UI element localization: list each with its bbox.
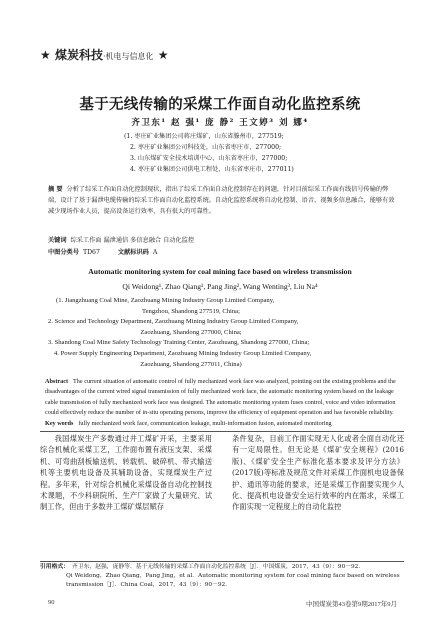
affiliation-cn-3: 3. 山东煤矿安全技术培训中心，山东省枣庄市，277000;	[130, 155, 288, 162]
keywords-en-label: Key words	[45, 420, 74, 427]
abstract-cn-label: 摘 要	[48, 186, 63, 193]
doc-code-label: 文献标识码	[117, 249, 149, 256]
authors-en: Qi Weidong¹, Zhao Qiang¹, Pang Jing², Wang Wenting³, Liu Na⁴	[122, 282, 318, 291]
article-title-en: Automatic monitoring system for coal mining face based on wireless transmission	[88, 267, 352, 276]
affiliation-en-line: Zaozhuang, Shandong 277000, China;	[140, 328, 242, 336]
star-icon: ★	[40, 48, 51, 62]
footnote-divider	[40, 561, 404, 562]
keywords-cn	[48, 235, 400, 246]
abstract-cn-text: 分析了综采工作面自动化控制现状，指出了综采工作面自动化控制存在的问题，针对目前综采工作面有线信号传输的弊端，设计了基于漏泄电缆传输的综采工作面自动化监控系统。自动化监控系统将自动化控制、语音、视频多信息融合，能够有效减少现场作业人员，提高设备运行效率，具有很大的可靠性。	[48, 186, 395, 215]
affiliation-en-line: 2. Science and Technology Department, Zaozhuang Mining Industry Group Limited Company,	[48, 318, 299, 326]
affiliations-en	[48, 296, 396, 370]
classification-line	[48, 247, 400, 258]
page-number: 90	[48, 599, 55, 606]
affiliation-cn-1: (1. 枣庄矿业集团公司蒋庄煤矿，山东省滕州市，277519;	[124, 133, 284, 140]
journal-header	[40, 46, 168, 63]
citation-cn: 齐卫东，赵强，庞静等．基于无线传输的采煤工作面自动化监控系统［J］．中国煤炭，2017，43（9）：90－92．	[72, 564, 365, 570]
classification-value: TD67	[82, 249, 100, 256]
affiliation-en-line: 4. Power Supply Engineering Department, Zaozhuang Mining Industry Group Limited Company,	[54, 349, 312, 357]
journal-subsection: ·机电与信息化	[102, 52, 154, 61]
keywords-cn-label: 关键词	[48, 237, 67, 244]
affiliation-en-line: Zaozhuang, Shandong 277011, China)	[140, 360, 242, 368]
abstract-cn	[48, 184, 400, 217]
keywords-cn-text: 综采工作面 漏泄通信 多信息融合 自动化监控	[70, 237, 195, 244]
affiliation-cn-4: 4. 枣庄矿业集团公司供电工程处，山东省枣庄市，277011)	[130, 166, 294, 173]
abstract-en-text: The current situation of automatic control of fully mechanized work face was analyzed, pointing out the existing problems and the disadvantages of the current wired signal transmission of fully mechanized work face, the automatic monitoring system based on the leakage cable transmission of fully mechanized work face was designed. The automatic monitoring system fuses control, voice and video information could effectively reduce the number of in-situ operating persons, improve the efficiency of equipment operation and has favorable reliability.	[45, 378, 396, 417]
article-title-cn: 基于无线传输的采煤工作面自动化监控系统	[79, 97, 361, 113]
classification-label: 中图分类号	[48, 249, 79, 256]
keywords-en	[45, 419, 405, 429]
affiliation-en-line: Tengzhou, Shandong 277519, China;	[142, 307, 240, 315]
star-icon: ★	[157, 48, 169, 62]
abstract-en-label: Abstract	[45, 378, 69, 385]
journal-section: 煤炭科技	[54, 48, 103, 62]
body-column-right	[232, 433, 404, 513]
citation-label: 引用格式：	[40, 564, 69, 570]
keywords-en-text: fully mechanized work face, communication leakage, multi-information fusion, automated monitoring	[78, 420, 332, 427]
authors-cn: 齐卫东¹ 赵 强¹ 庞 静² 王文婷³ 刘 娜⁴	[131, 118, 309, 128]
section-divider	[40, 431, 404, 432]
affiliation-en-line: (1. Jiangzhuang Coal Mine, Zaozhuang Mining Industry Group Limited Company,	[56, 297, 275, 304]
body-paragraph: 我国煤炭生产多数通过井工煤矿开采，主要采用综合机械化采煤工艺，工作面布置有液压支架、采煤机、可弯曲刮板输送机、转载机、破碎机、带式输送机等主要机电设备及其辅助设备，实现煤炭生产过程。多年来，针对综合机械化采煤设备自动化控制技术课题，不少科研院所、生产厂家做了大量研究、试制工作，但由于多数井工煤矿煤层赋存	[40, 434, 212, 512]
citation-footnote	[40, 563, 404, 591]
body-paragraph: 条件复杂，目前工作面实现无人化或者全面自动化还有一定局限性。但无论是《煤矿安全规程》(2016版)、《煤矿安全生产标准化基本要求及评分方法》(2017版)等标准及规范文件对采煤工作面机电设备保护、通讯等功能的要求，还是采煤工作面要实现少人化、提高机电设备安全运行效率的内在需求，采煤工作面实现一定程度上的自动化监控	[232, 434, 404, 512]
affiliation-cn-2: 2. 枣庄矿业集团公司科技处，山东省枣庄市，277000;	[130, 144, 282, 151]
body-column-left	[40, 433, 212, 513]
doc-code-value: A	[152, 249, 158, 256]
abstract-en	[45, 377, 405, 419]
journal-issue-info: 中国煤炭第43卷第9期2017年9月	[306, 601, 397, 608]
affiliation-en-line: 3. Shandong Coal Mine Safety Technology Training Center, Zaozhuang, Shandong 277000, China;	[48, 339, 310, 347]
citation-en: Qi Weidong，Zhao Qiang，Pang Jing，et al．Automatic monitoring system for coal mining face based on wireless transmission［J］．China Coal，2017，43（9）：90－92．	[66, 573, 400, 589]
